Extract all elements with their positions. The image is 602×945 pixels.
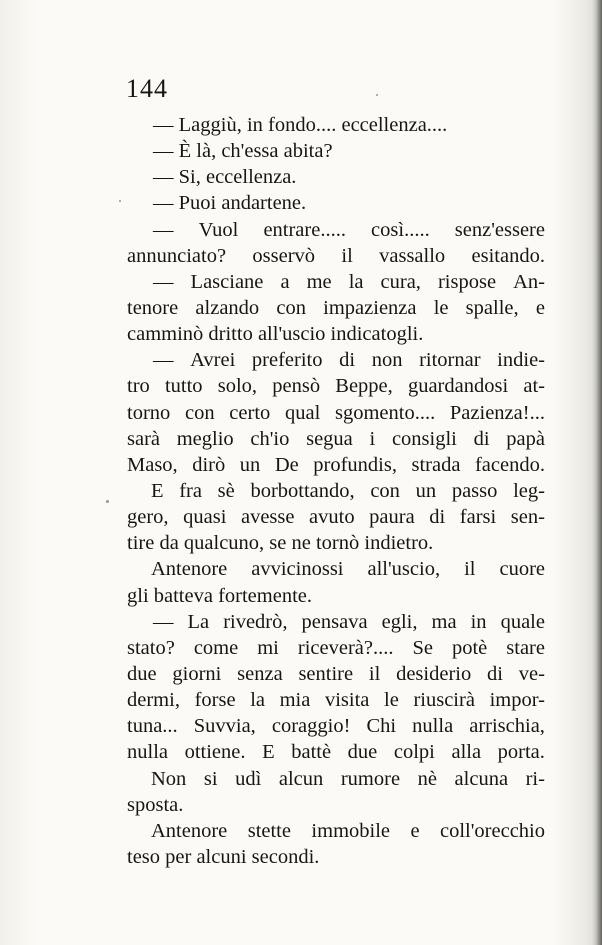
word: un bbox=[239, 453, 261, 476]
word: coraggio! bbox=[271, 715, 351, 738]
word: giorni bbox=[172, 662, 222, 685]
word: at- bbox=[523, 375, 545, 398]
word: Suvvia, bbox=[193, 715, 256, 738]
ink-speck bbox=[376, 94, 378, 96]
word: alcun bbox=[278, 767, 324, 790]
word: il bbox=[341, 244, 353, 267]
word: sen- bbox=[510, 506, 545, 529]
word: di bbox=[339, 349, 356, 372]
ink-speck bbox=[106, 500, 109, 503]
word: due bbox=[347, 741, 378, 764]
word: mia bbox=[279, 689, 311, 712]
word: tutto bbox=[164, 375, 203, 398]
word: cuore bbox=[499, 558, 545, 581]
word: nulla bbox=[412, 715, 454, 738]
text-line: tire da qualcuno, se ne tornò indietro. bbox=[127, 532, 434, 555]
text-line: — Si, eccellenza. bbox=[153, 166, 297, 189]
word: papà bbox=[506, 427, 545, 450]
word: consigli bbox=[391, 427, 457, 450]
word: E bbox=[151, 479, 164, 502]
word: ch'io bbox=[250, 427, 290, 450]
word: con bbox=[184, 401, 215, 424]
word: alla bbox=[451, 741, 482, 764]
text-line: sposta. bbox=[127, 793, 184, 816]
word: paura bbox=[369, 506, 415, 529]
word: il bbox=[368, 662, 381, 685]
word: Antenore bbox=[151, 819, 228, 842]
word: esitando. bbox=[471, 244, 545, 267]
word: Beppe, bbox=[335, 375, 393, 398]
word: guardandosi bbox=[407, 375, 509, 398]
word: indie- bbox=[497, 349, 545, 372]
word: entrare..... bbox=[263, 218, 346, 241]
word: nè bbox=[417, 767, 437, 790]
word: cura, bbox=[380, 270, 421, 293]
word: me bbox=[306, 270, 332, 293]
word: e bbox=[535, 296, 545, 319]
word: di bbox=[473, 427, 490, 450]
word: potè bbox=[451, 636, 488, 659]
word: Se bbox=[412, 636, 433, 659]
word: vassallo bbox=[379, 244, 446, 267]
word: An- bbox=[513, 270, 545, 293]
word: Avrei bbox=[190, 349, 236, 372]
word: così..... bbox=[371, 218, 430, 241]
text-block bbox=[127, 112, 545, 870]
word: meglio bbox=[176, 427, 234, 450]
word: forse bbox=[194, 689, 236, 712]
word: — bbox=[153, 270, 174, 293]
word: mi bbox=[257, 636, 279, 659]
word: La bbox=[187, 610, 210, 633]
word: immobile bbox=[311, 819, 390, 842]
text-line: gli batteva fortemente. bbox=[127, 584, 312, 607]
text-line bbox=[127, 766, 545, 792]
word: colpi bbox=[393, 741, 435, 764]
word: avvicinossi bbox=[251, 558, 344, 581]
word: la bbox=[250, 689, 265, 712]
word: solo, bbox=[217, 375, 258, 398]
word: osservò bbox=[252, 244, 316, 267]
text-line bbox=[127, 373, 545, 399]
word: riceverà?.... bbox=[297, 636, 394, 659]
word: due bbox=[127, 662, 157, 685]
text-line bbox=[127, 687, 545, 713]
word: battè bbox=[291, 741, 332, 764]
word: la bbox=[348, 270, 364, 293]
word: strada bbox=[411, 453, 461, 476]
word: passo bbox=[451, 479, 498, 502]
word: all'uscio, bbox=[367, 558, 441, 581]
text-line bbox=[127, 556, 545, 582]
word: in bbox=[470, 610, 487, 633]
word: pensò bbox=[272, 375, 321, 398]
word: alcuna bbox=[454, 767, 509, 790]
word: nulla bbox=[127, 741, 168, 764]
word: sarà bbox=[127, 427, 161, 450]
word: i bbox=[369, 427, 376, 450]
word: De bbox=[274, 453, 299, 476]
word: stette bbox=[247, 819, 291, 842]
text-line bbox=[127, 609, 545, 635]
word: dirò bbox=[192, 453, 226, 476]
word: alzando bbox=[195, 296, 260, 319]
text-line bbox=[127, 504, 545, 530]
word: sentire bbox=[298, 662, 354, 685]
word: avesse bbox=[240, 506, 295, 529]
text-line bbox=[127, 347, 545, 373]
text-line bbox=[127, 478, 545, 504]
word: ottiene. bbox=[184, 741, 246, 764]
word: Lasciane bbox=[190, 270, 264, 293]
word: quasi bbox=[183, 506, 227, 529]
word: avuto bbox=[309, 506, 355, 529]
text-line bbox=[127, 661, 545, 687]
word: desiderio bbox=[396, 662, 472, 685]
word: a bbox=[280, 270, 290, 293]
word: annunciato? bbox=[127, 244, 227, 267]
text-line: — È là, ch'essa abita? bbox=[153, 140, 333, 163]
word: e bbox=[410, 819, 420, 842]
word: si bbox=[203, 767, 218, 790]
text-line bbox=[127, 713, 545, 739]
word: tro bbox=[127, 375, 150, 398]
word: fra bbox=[179, 479, 202, 502]
text-line bbox=[127, 295, 545, 321]
word: non bbox=[371, 349, 403, 372]
text-line: camminò dritto all'uscio indicatogli. bbox=[127, 323, 424, 346]
word: impazienza bbox=[323, 296, 417, 319]
word: riuscirà bbox=[413, 689, 475, 712]
page-edge-shadow bbox=[592, 0, 602, 945]
word: pensava bbox=[301, 610, 368, 633]
text-line bbox=[127, 243, 545, 269]
word: certo bbox=[229, 401, 271, 424]
word: stato? bbox=[127, 636, 175, 659]
text-line: teso per alcuni secondi. bbox=[127, 845, 320, 868]
word: leg- bbox=[513, 479, 545, 502]
word: profundis, bbox=[313, 453, 397, 476]
text-line: — Puoi andartene. bbox=[153, 192, 307, 215]
word: tenore bbox=[127, 296, 179, 319]
word: sè bbox=[217, 479, 235, 502]
word: Antenore bbox=[151, 558, 228, 581]
text-line: — Laggiù, in fondo.... eccellenza.... bbox=[153, 114, 448, 136]
word: Vuol bbox=[198, 218, 239, 241]
word: Maso, bbox=[127, 453, 178, 476]
word: senz'essere bbox=[454, 218, 545, 241]
word: stare bbox=[506, 636, 545, 659]
text-line bbox=[127, 635, 545, 661]
word: torno bbox=[127, 401, 171, 424]
word: rumore bbox=[340, 767, 401, 790]
word: senza bbox=[237, 662, 283, 685]
text-line bbox=[127, 217, 545, 243]
word: con bbox=[370, 479, 400, 502]
word: ri- bbox=[525, 767, 545, 790]
word: spalle, bbox=[465, 296, 519, 319]
word: con bbox=[276, 296, 306, 319]
word: arrischia, bbox=[469, 715, 545, 738]
word: dermi, bbox=[127, 689, 180, 712]
word: preferito bbox=[251, 349, 323, 372]
word: le bbox=[433, 296, 449, 319]
word: sgomento.... bbox=[334, 401, 436, 424]
word: borbottando, bbox=[250, 479, 355, 502]
word: ma bbox=[431, 610, 457, 633]
word: — bbox=[153, 218, 174, 241]
text-line bbox=[127, 739, 545, 765]
word: ve- bbox=[518, 662, 545, 685]
text-line bbox=[127, 269, 545, 295]
word: visita bbox=[324, 689, 370, 712]
word: Non bbox=[151, 767, 187, 790]
word: un bbox=[415, 479, 437, 502]
word: — bbox=[153, 349, 174, 372]
word: come bbox=[193, 636, 239, 659]
word: ritornar bbox=[419, 349, 481, 372]
word: — bbox=[153, 610, 174, 633]
word: rivedrò, bbox=[223, 610, 288, 633]
word: segua bbox=[306, 427, 353, 450]
word: qual bbox=[284, 401, 321, 424]
text-line bbox=[127, 452, 545, 478]
page-number: 144 bbox=[126, 74, 168, 103]
text-line bbox=[127, 426, 545, 452]
word: farsi bbox=[459, 506, 497, 529]
ink-speck bbox=[119, 200, 121, 202]
word: udì bbox=[235, 767, 262, 790]
word: le bbox=[384, 689, 399, 712]
word: il bbox=[464, 558, 476, 581]
word: porta. bbox=[497, 741, 545, 764]
word: facendo. bbox=[474, 453, 545, 476]
word: di bbox=[429, 506, 446, 529]
text-line bbox=[127, 818, 545, 844]
word: coll'orecchio bbox=[439, 819, 545, 842]
word: E bbox=[262, 741, 275, 764]
word: rispose bbox=[437, 270, 497, 293]
word: Pazienza!... bbox=[449, 401, 545, 424]
text-line bbox=[127, 400, 545, 426]
word: gero, bbox=[127, 506, 169, 529]
word: di bbox=[487, 662, 503, 685]
word: quale bbox=[500, 610, 545, 633]
word: tuna... bbox=[127, 715, 178, 738]
word: impor- bbox=[489, 689, 545, 712]
word: Chi bbox=[366, 715, 397, 738]
word: egli, bbox=[381, 610, 418, 633]
